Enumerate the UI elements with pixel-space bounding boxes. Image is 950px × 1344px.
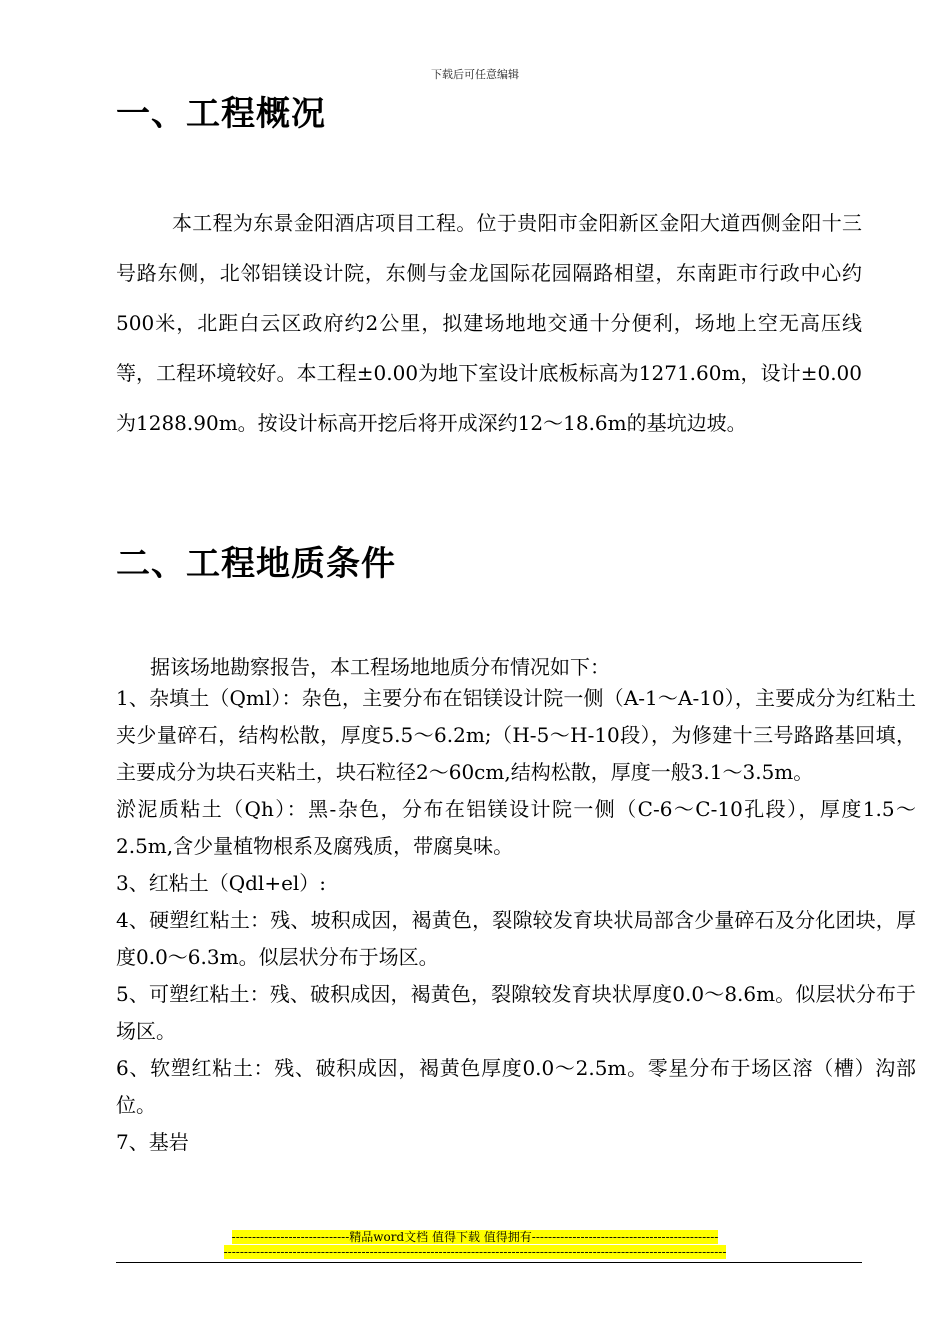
section-1-heading: 一、工程概况	[116, 94, 326, 134]
list-item: 7、基岩	[116, 1130, 189, 1154]
list-item: 4、硬塑红粘土：残、坡积成因，褐黄色，裂隙较发育块状局部含少量碎石及分化团块，厚度0.0～6.3m。似层状分布于场区。	[116, 908, 916, 969]
section-2-heading: 二、工程地质条件	[116, 544, 396, 584]
list-item: 1、杂填土（Qml）：杂色，主要分布在铝镁设计院一侧（A-1～A-10），主要成分为红粘土夹少量碎石，结构松散，厚度5.5～6.2m;（H-5～H-10段），为修建十三号路路基回填，主要成分为块石夹粘土，块石粒径2～60cm,结构松散，厚度一般3.1～3.5m。	[116, 686, 916, 784]
footer-banner-line-1	[0, 1230, 950, 1244]
project-overview-paragraph: 本工程为东景金阳酒店项目工程。位于贵阳市金阳新区金阳大道西侧金阳十三号路东侧，北邻铝镁设计院，东侧与金龙国际花园隔路相望，东南距市行政中心约500米，北距白云区政府约2公里，拟建场地地交通十分便利，场地上空无高压线等，工程环境较好。本工程±0.00为地下室设计底板标高为1271.60m，设计±0.00为1288.90m。按设计标高开挖后将开成深约12～18.6m的基坑边坡。	[116, 211, 862, 435]
footer-banner-line-2	[0, 1245, 950, 1259]
section-1-body	[116, 198, 862, 448]
geology-intro: 据该场地勘察报告，本工程场地地质分布情况如下：	[150, 655, 610, 679]
list-item: 5、可塑红粘土：残、破积成因，褐黄色，裂隙较发育块状厚度0.0～8.6m。似层状分布于场区。	[116, 982, 916, 1043]
list-item: 3、红粘土（Qdl+el）:	[116, 871, 327, 895]
footer-divider	[116, 1262, 862, 1263]
page-header-note: 下载后可任意编辑	[431, 68, 519, 81]
soil-layer-list	[116, 680, 916, 1161]
list-item: 6、软塑红粘土：残、破积成因，褐黄色厚度0.0～2.5m。零星分布于场区溶（槽）沟部位。	[116, 1056, 916, 1117]
footer-banner-dashes: ----------------------------------------------------------------------------------------------------------------------------	[223, 1245, 727, 1259]
section-2-body	[116, 654, 916, 1161]
list-item: 淤泥质粘土（Qh）：黑-杂色，分布在铝镁设计院一侧（C-6～C-10孔段），厚度1.5～2.5m,含少量植物根系及腐残质，带腐臭味。	[116, 797, 916, 858]
footer-banner-text: -----------------------------精品word文档 值得下载 值得拥有----------------------------------------------	[231, 1230, 719, 1244]
